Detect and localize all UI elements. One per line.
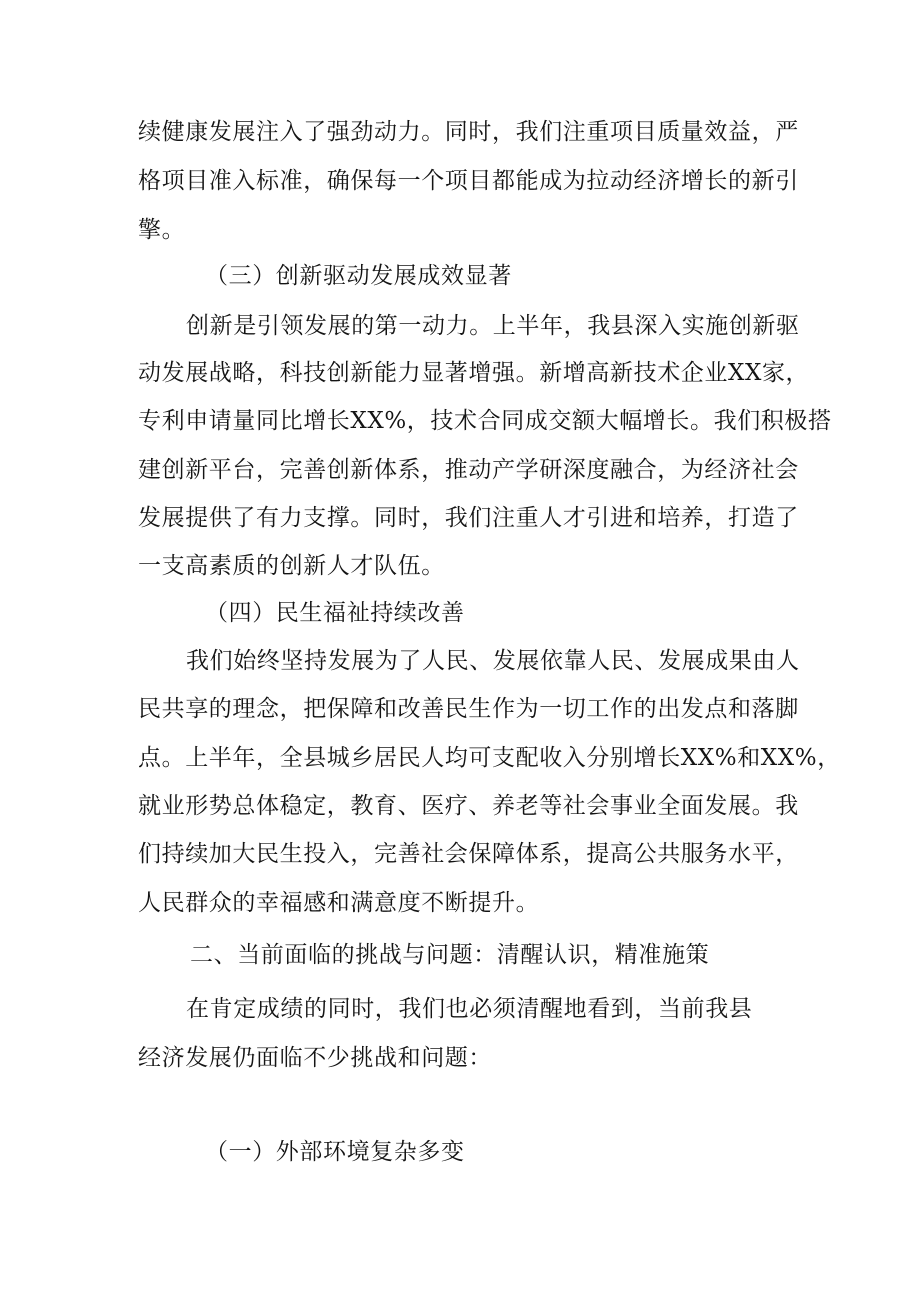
subsection-heading: （一）外部环境复杂多变 xyxy=(205,1139,465,1165)
paragraph-first-line: 创新是引领发展的第一动力。上半年，我县深入实施创新驱 xyxy=(186,313,800,339)
body-text-line: 一支高素质的创新人才队伍。 xyxy=(138,553,445,579)
body-text-line: 发展提供了有力支撑。同时，我们注重人才引进和培养，打造了 xyxy=(138,505,799,531)
body-text-line: 格项目准入标准，确保每一个项目都能成为拉动经济增长的新引 xyxy=(138,168,799,194)
section-heading: 二、当前面临的挑战与问题：清醒认识，精准施策 xyxy=(190,942,710,968)
body-text-line: 建创新平台，完善创新体系，推动产学研深度融合，为经济社会 xyxy=(138,457,799,483)
paragraph-first-line: 在肯定成绩的同时，我们也必须清醒地看到，当前我县 xyxy=(186,996,753,1022)
body-text-line: 点。上半年，全县城乡居民人均可支配收入分别增长XX%和XX%， xyxy=(138,745,841,771)
paragraph-first-line: 我们始终坚持发展为了人民、发展依靠人民、发展成果由人 xyxy=(186,648,800,674)
subsection-heading: （四）民生福祉持续改善 xyxy=(205,600,465,626)
body-text-line: 人民群众的幸福感和满意度不断提升。 xyxy=(138,890,540,916)
body-text-line: 专利申请量同比增长XX%，技术合同成交额大幅增长。我们积极搭 xyxy=(138,408,832,434)
subsection-heading: （三）创新驱动发展成效显著 xyxy=(205,263,512,289)
body-text-line: 就业形势总体稳定，教育、医疗、养老等社会事业全面发展。我 xyxy=(138,793,799,819)
body-text-line: 民共享的理念，把保障和改善民生作为一切工作的出发点和落脚 xyxy=(138,696,799,722)
body-text-line: 续健康发展注入了强劲动力。同时，我们注重项目质量效益，严 xyxy=(138,119,799,145)
body-text-line: 们持续加大民生投入，完善社会保障体系，提高公共服务水平， xyxy=(138,841,799,867)
body-text-line: 动发展战略，科技创新能力显著增强。新增高新技术企业XX家， xyxy=(138,360,810,386)
body-text-line: 经济发展仍面临不少挑战和问题： xyxy=(138,1045,492,1071)
body-text-line: 擎。 xyxy=(138,217,186,243)
